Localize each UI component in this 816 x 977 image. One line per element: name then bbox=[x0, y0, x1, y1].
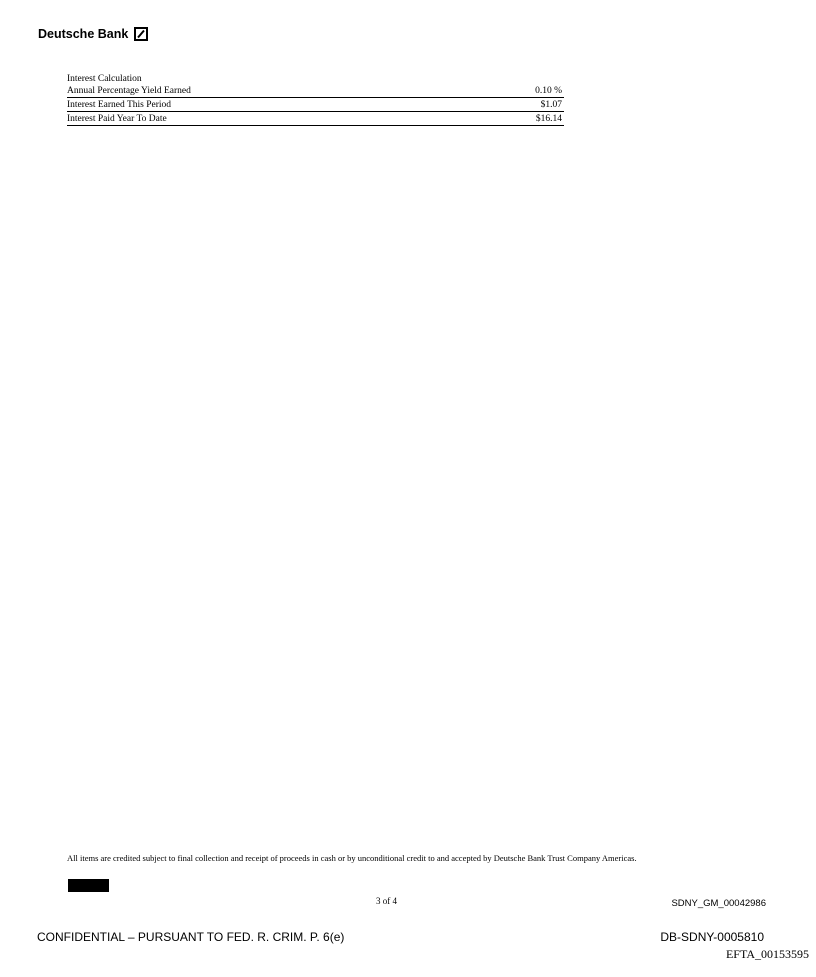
efta-number: EFTA_00153595 bbox=[725, 947, 809, 961]
interest-row-paid-ytd bbox=[67, 114, 564, 126]
page-number: 3 of 4 bbox=[376, 896, 397, 906]
interest-row-value: $16.14 bbox=[535, 114, 562, 124]
brand-header bbox=[38, 27, 148, 41]
brand-name: Deutsche Bank bbox=[38, 27, 129, 41]
interest-row-value: $1.07 bbox=[540, 100, 562, 110]
deutsche-bank-logo-icon bbox=[134, 27, 148, 41]
interest-calculation-title: Interest Calculation bbox=[67, 74, 142, 84]
disclaimer-text: All items are credited subject to final collection and receipt of proceeds in cash or by unconditional credit to and accepted by Deutsche Bank Trust Company Americas. bbox=[67, 853, 637, 863]
document-id: SDNY_GM_00042986 bbox=[671, 898, 766, 909]
interest-row-label: Interest Paid Year To Date bbox=[67, 114, 167, 124]
bates-number: DB-SDNY-0005810 bbox=[660, 930, 764, 944]
interest-row-apy bbox=[67, 86, 564, 98]
interest-calculation-table bbox=[67, 73, 564, 128]
interest-row-label: Annual Percentage Yield Earned bbox=[67, 86, 191, 96]
confidential-notice: CONFIDENTIAL – PURSUANT TO FED. R. CRIM. P. 6(e) bbox=[37, 930, 345, 944]
interest-row-earned-this-period bbox=[67, 100, 564, 112]
interest-row-label: Interest Earned This Period bbox=[67, 100, 172, 110]
interest-row-value: 0.10 % bbox=[535, 86, 562, 96]
redaction-block bbox=[68, 879, 109, 892]
